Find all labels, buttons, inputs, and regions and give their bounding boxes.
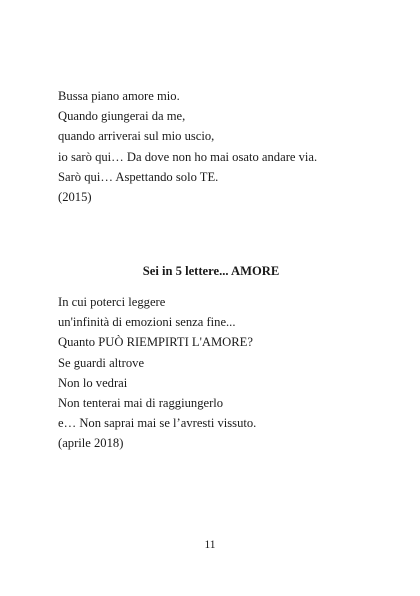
poem-title: Sei in 5 lettere... AMORE bbox=[142, 264, 280, 278]
poem-line: e… Non saprai mai se l’avresti vissuto. bbox=[58, 416, 257, 431]
poem-line: un'infinità di emozioni senza fine... bbox=[58, 315, 236, 330]
poem-line: Non lo vedrai bbox=[58, 375, 128, 390]
poem-line: Non tenterai mai di raggiungerlo bbox=[58, 396, 224, 411]
page-number: 11 bbox=[204, 539, 216, 551]
poem-date: (2015) bbox=[58, 190, 92, 205]
poem-second bbox=[58, 292, 378, 454]
poem-first bbox=[58, 86, 378, 207]
poem-line: io sarò qui… Da dove non ho mai osato andare via. bbox=[58, 149, 318, 164]
poem-date: (aprile 2018) bbox=[58, 436, 124, 451]
poem-line: Quanto PUÒ RIEMPIRTI L'AMORE? bbox=[58, 335, 253, 350]
poem-line: Sarò qui… Aspettando solo TE. bbox=[58, 169, 219, 184]
poem-line: Se guardi altrove bbox=[58, 355, 145, 370]
poem-line: quando arriverai sul mio uscio, bbox=[58, 129, 215, 144]
poem-line: In cui poterci leggere bbox=[58, 295, 166, 309]
poem-line: Quando giungerai da me, bbox=[58, 109, 186, 124]
poem-line: Bussa piano amore mio. bbox=[58, 89, 180, 103]
